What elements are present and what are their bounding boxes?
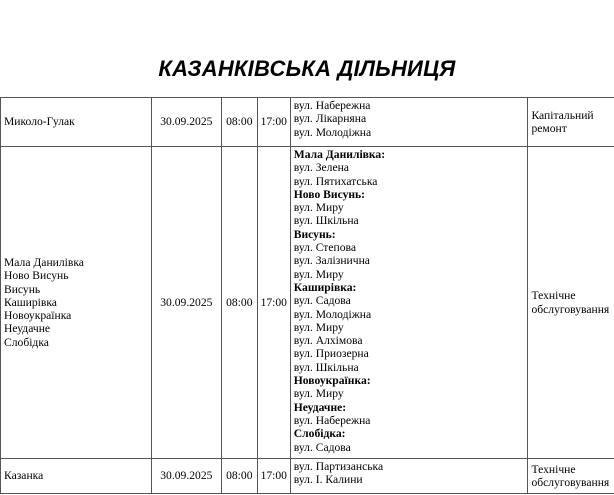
start-time-cell: 08:00: [221, 98, 257, 147]
street-line: вул. Садова: [293, 294, 351, 308]
street-line: вул. Алхімова: [293, 334, 363, 348]
street-line: вул. Степова: [293, 241, 356, 255]
street-line: вул. Молодіжна: [293, 307, 372, 321]
street-line: вул. Лікарняна: [293, 112, 367, 126]
outage-table: [0, 97, 614, 494]
street-line: вул. Миру: [293, 320, 344, 334]
street-group-heading: Неудачне:: [293, 400, 347, 414]
street-line: вул. Садова: [293, 440, 351, 454]
street-line: вул. Молодіжна: [293, 125, 372, 139]
cell-line: Новоукраїнка: [4, 309, 72, 323]
streets-cell: [290, 459, 528, 494]
cell-line: обслуговування: [531, 476, 610, 489]
cell-line: Неудачне: [4, 322, 51, 336]
street-line: вул. Залізнична: [293, 254, 370, 268]
street-line: вул. Миру: [293, 387, 344, 401]
cell-line: Казанка: [4, 469, 44, 483]
cell-line: Ново Висунь: [4, 269, 69, 283]
date-cell: 30.09.2025: [151, 98, 221, 147]
cell-line: Миколо-Гулак: [4, 115, 75, 129]
table-row: [1, 147, 614, 459]
cell-line: Технічне: [531, 462, 576, 476]
street-group-heading: Каширівка:: [293, 280, 357, 294]
street-group-heading: Висунь:: [293, 227, 336, 241]
cell-line: Технічне: [531, 289, 576, 303]
reason-cell: [528, 147, 614, 459]
street-line: вул. Миру: [293, 201, 344, 215]
start-time-cell: 08:00: [221, 147, 257, 459]
cell-line: Висунь: [4, 282, 41, 296]
settlement-cell: [1, 98, 152, 147]
street-line: вул. Набережна: [293, 413, 371, 427]
street-line: вул. Приозерна: [293, 347, 369, 361]
table-row: [1, 459, 614, 494]
cell-line: Капітальний: [531, 108, 594, 122]
start-time-cell: 08:00: [221, 459, 257, 494]
street-line: вул. Шкільна: [293, 214, 359, 228]
reason-cell: [528, 459, 614, 494]
streets-cell: [290, 98, 528, 147]
street-group-heading: Слобідка:: [293, 427, 346, 441]
street-line: вул. Миру: [293, 267, 344, 281]
street-line: вул. Набережна: [293, 99, 371, 112]
end-time-cell: 17:00: [257, 98, 290, 147]
street-group-heading: Новоукраїнка:: [293, 374, 371, 388]
cell-line: Мала Данилівка: [4, 255, 84, 269]
settlement-cell: [1, 147, 152, 459]
cell-line: обслуговування: [531, 302, 610, 316]
end-time-cell: 17:00: [257, 459, 290, 494]
reason-cell: [528, 98, 614, 147]
street-group-heading: Мала Данилівка:: [293, 148, 386, 161]
cell-line: Каширівка: [4, 295, 57, 309]
page-title: КАЗАНКІВСЬКА ДІЛЬНИЦЯ: [158, 56, 456, 81]
street-line: вул. Пятихатська: [293, 174, 378, 188]
street-line: вул. Шкільна: [293, 360, 359, 374]
cell-line: Слобідка: [4, 335, 49, 349]
street-group-heading: Ново Висунь:: [293, 187, 366, 201]
streets-cell: [290, 147, 528, 459]
table-row: [1, 98, 614, 147]
settlement-cell: [1, 459, 152, 494]
street-line: вул. І. Калини: [293, 473, 363, 487]
street-line: вул. Зелена: [293, 161, 349, 175]
date-cell: 30.09.2025: [151, 147, 221, 459]
end-time-cell: 17:00: [257, 147, 290, 459]
date-cell: 30.09.2025: [151, 459, 221, 494]
cell-line: ремонт: [531, 122, 567, 135]
street-line: вул. Партизанська: [293, 460, 384, 473]
